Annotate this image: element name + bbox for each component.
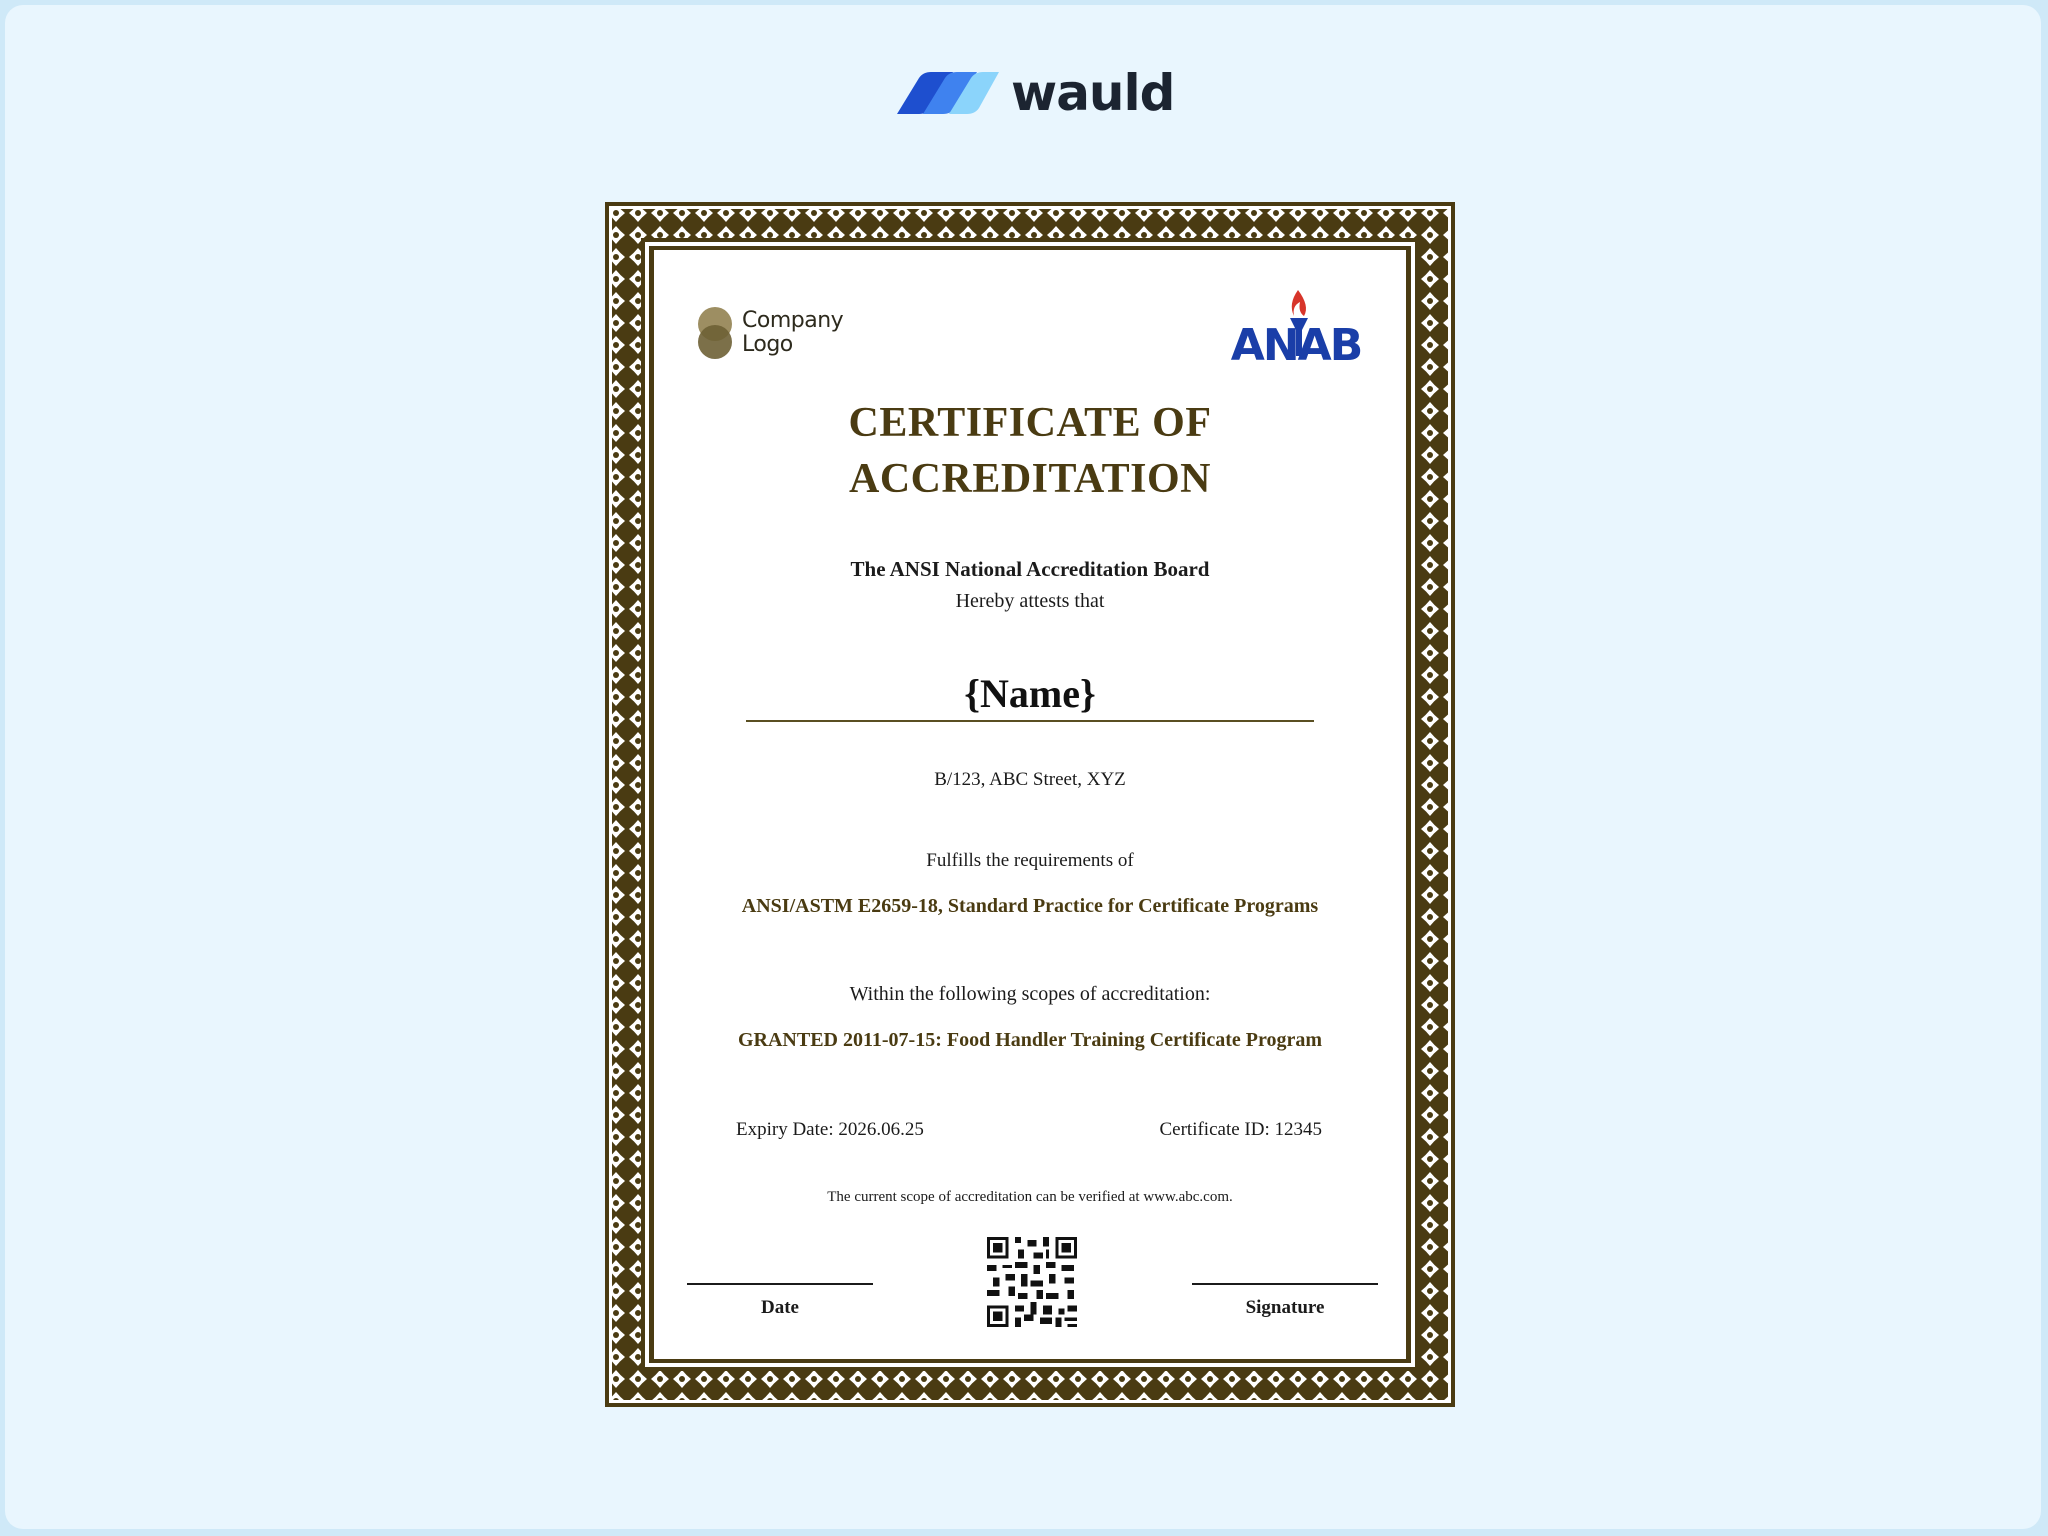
company-logo-text-line1: Company	[742, 308, 844, 333]
qr-code-icon	[987, 1237, 1077, 1327]
brand-header	[893, 64, 1175, 122]
scopes-intro: Within the following scopes of accreditation:	[849, 983, 1211, 1005]
signature-label: Signature	[1245, 1297, 1325, 1318]
recipient-name: {Name}	[964, 671, 1096, 716]
scope-granted: GRANTED 2011-07-15: Food Handler Training Certificate Program	[737, 1029, 1323, 1051]
date-label: Date	[761, 1297, 799, 1318]
date-line	[687, 1283, 873, 1285]
company-logo-icon	[696, 305, 736, 361]
wauld-wave-icon	[893, 68, 1001, 118]
certificate	[605, 202, 1455, 1407]
fulfills-text: Fulfills the requirements of	[926, 850, 1134, 871]
expiry-date: Expiry Date: 2026.06.25	[736, 1119, 924, 1140]
recipient-address: B/123, ABC Street, XYZ	[934, 769, 1126, 790]
company-logo-text-line2: Logo	[742, 332, 793, 357]
title-line-1: CERTIFICATE OF	[848, 400, 1212, 446]
recipient-underline	[746, 720, 1314, 722]
certificate-body	[654, 250, 1406, 1359]
anab-logo	[1226, 284, 1366, 364]
brand-name: wauld	[1011, 64, 1175, 122]
anab-logo-text: ANAB	[1230, 320, 1362, 364]
attests-text: Hereby attests that	[955, 590, 1105, 612]
certificate-id: Certificate ID: 12345	[1159, 1119, 1322, 1140]
company-logo	[696, 305, 843, 361]
board-name: The ANSI National Accreditation Board	[850, 557, 1210, 581]
verify-note: The current scope of accreditation can be verified at www.abc.com.	[827, 1189, 1233, 1205]
signature-line	[1192, 1283, 1378, 1285]
certificate-title	[654, 395, 1406, 507]
title-line-2: ACCREDITATION	[849, 456, 1211, 502]
page-background	[5, 5, 2041, 1529]
standard-name: ANSI/ASTM E2659-18, Standard Practice for Certificate Programs	[741, 895, 1319, 917]
